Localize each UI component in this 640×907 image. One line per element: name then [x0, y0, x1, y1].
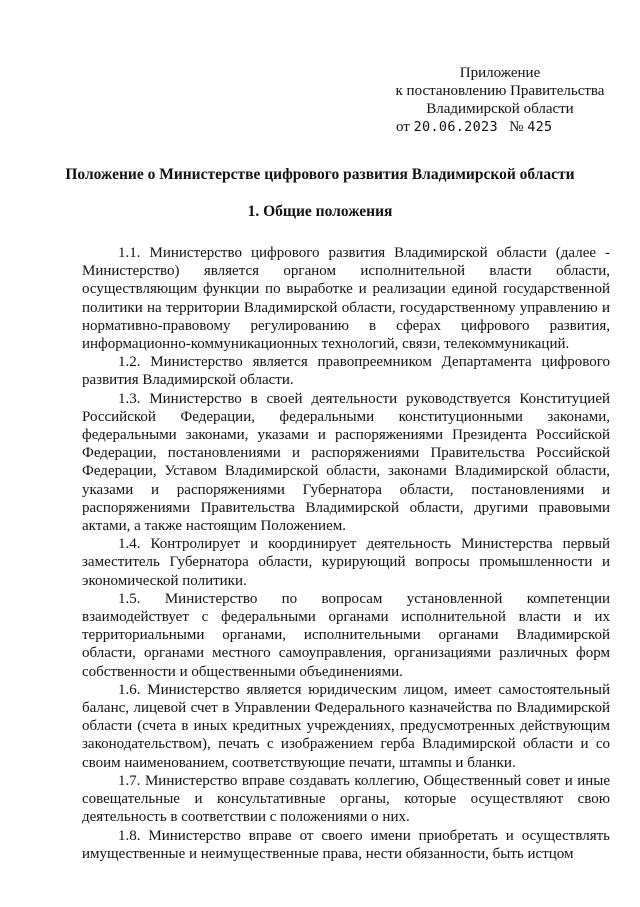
paragraph-1-4: 1.4. Контролирует и координирует деятельность Министерства первый заместитель Губернатора области, курирующий вопросы промышленности и экономической политики. — [82, 536, 610, 589]
paragraph-1-2: 1.2. Министерство является правопреемником Департамента цифрового развития Владимирской области. — [82, 354, 610, 389]
section-heading: 1. Общие положения — [247, 203, 393, 220]
paragraph-1-1: 1.1. Министерство цифрового развития Владимирской области (далее - Министерство) является органом исполнительной власти области, осуществляющим функции по выработке и реализации единой государственной политики на территории Владимирской области, государственному управлению и нормативно-правовому регулированию в сферах цифрового развития, информационно-коммуникационных технологий, связи, телекоммуникаций. — [82, 245, 610, 353]
date-prefix: от — [396, 119, 410, 135]
appendix-header — [380, 64, 620, 136]
region-name: Владимирской области — [426, 101, 574, 117]
resolution-number: 425 — [527, 119, 553, 135]
number-prefix: № — [509, 119, 524, 135]
resolution-reference: к постановлению Правительства — [395, 83, 605, 99]
resolution-date: 20.06.2023 — [413, 119, 498, 135]
paragraph-1-8: 1.8. Министерство вправе от своего имени приобретать и осуществлять имущественные и неимущественные права, нести обязанности, быть истцом — [82, 827, 610, 862]
resolution-date-number — [380, 118, 620, 136]
paragraph-1-7: 1.7. Министерство вправе создавать коллегию, Общественный совет и иные совещательные и консультативные органы, которые осуществляют свою деятельность в соответствии с положениями о них. — [82, 772, 610, 826]
paragraph-1-5: 1.5. Министерство по вопросам установленной компетенции взаимодействует с федеральными органами исполнительной власти и их территориальными органами, исполнительными органами Владимирской области, органами местного самоуправления, организациями различных форм собственности и общественными объединениями. — [82, 590, 610, 680]
paragraph-1-3: 1.3. Министерство в своей деятельности руководствуется Конституцией Российской Федерации, федеральными конституционными законами, федеральными законами, указами и распоряжениями Президента Российской Федерации, постановлениями и распоряжениями Правительства Российской Федерации, Уставом Владимирской области, законами Владимирской области, указами и распоряжениями Губернатора области, постановлениями и распоряжениями Правительства Владимирской области, другими правовыми актами, а также настоящим Положением. — [82, 390, 610, 535]
document-title: Положение о Министерстве цифрового развития Владимирской области — [65, 166, 575, 183]
document-body — [82, 244, 610, 863]
paragraph-1-6: 1.6. Министерство является юридическим лицом, имеет самостоятельный баланс, лицевой счет в Управлении Федерального казначейства по Владимирской области (счета в иных кредитных учреждениях, предусмотренных действующим законодательством), печать с изображением герба Владимирской области и со своим наименованием, соответствующие печати, штампы и бланки. — [82, 681, 610, 771]
appendix-label: Приложение — [459, 65, 541, 81]
